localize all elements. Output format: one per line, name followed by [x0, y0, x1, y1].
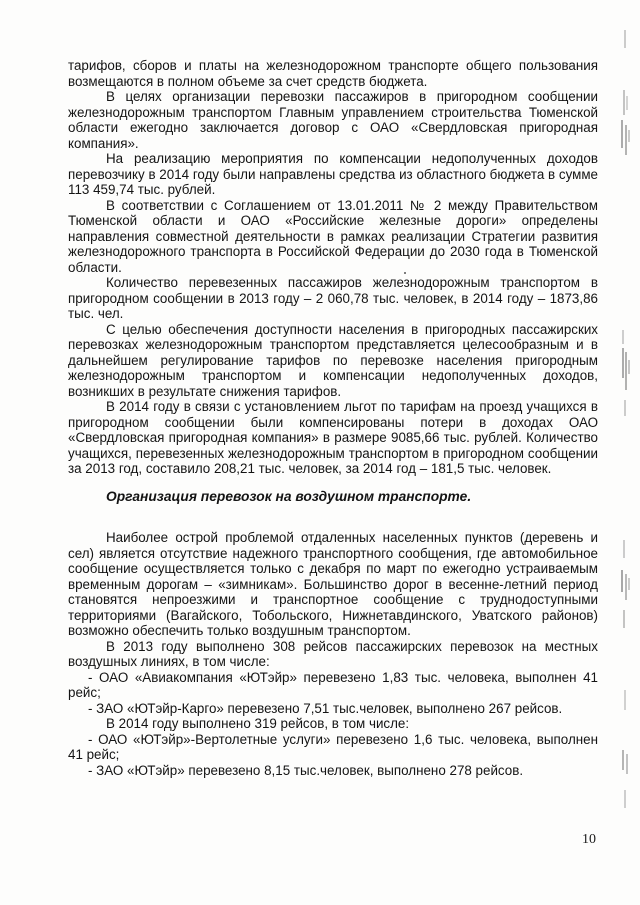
- paragraph-remote-settlements: Наиболее острой проблемой отдаленных населенных пунктов (деревень и сел) является отсутствие надежного транспортного сообщения, где автомобильное сообщение осуществляется только с декабря по март по ежегодно устраиваемым временным дорогам – «зимникам». Большинство дорог в весенне-летний период становятся непроезжими и транспортное сообщение с труднодоступными территориями (Вагайского, Тобольского, Нижнетавдинского, Уватского районов) возможно обеспечить только воздушным транспортом.: [68, 530, 598, 638]
- document-body: [68, 58, 598, 778]
- list-item-utair-cargo-2013: - ЗАО «ЮТэйр-Карго» перевезено 7,51 тыс.человек, выполнено 267 рейсов.: [88, 700, 563, 716]
- page-number: 10: [582, 832, 596, 847]
- list-item-utair-2014: - ЗАО «ЮТэйр» перевезено 8,15 тыс.человек, выполнено 278 рейсов.: [88, 762, 524, 778]
- scan-edge-artifact-top: [618, 30, 632, 170]
- paragraph-compensation-2014: На реализацию мероприятия по компенсации недополученных доходов перевозчику в 2014 году были направлены средства из областного бюджета в сумме 113 459,74 тыс. рублей.: [68, 151, 598, 197]
- section-heading-air-transport: Организация перевозок на воздушном транспорте.: [106, 488, 472, 504]
- scan-edge-artifact-middle: [618, 330, 632, 420]
- paragraph-students-benefits: В 2014 году в связи с установлением льгот по тарифам на проезд учащихся в пригородном сообщении были компенсированы потери в доходах ОАО «Свердловская пригородная компания» в размере 9085,66 тыс. рублей. Количество учащихся, перевезенных железнодорожным транспортом в пригородном сообщении за 2013 год, составило 208,21 тыс. человек, за 2014 год – 181,5 тыс. человек.: [68, 399, 598, 476]
- scan-edge-artifact-bottom: [618, 690, 632, 810]
- list-item-utair-helicopter-2014: - ОАО «ЮТэйр»-Вертолетные услуги» перевезено 1,6 тыс. человека, выполнен 41 рейс;: [68, 731, 598, 762]
- paragraph-flights-2014: В 2014 году выполнено 319 рейсов, в том числе:: [106, 716, 410, 731]
- paragraph-flights-2013: В 2013 году выполнено 308 рейсов пассажирских перевозок на местных воздушных линиях, в том числе:: [68, 638, 598, 669]
- paragraph-tariff-regulation: С целью обеспечения доступности населения в пригородных пассажирских перевозках железнодорожным транспортом представляется целесообразным и в дальнейшем регулирование тарифов по перевозке населения пригородным железнодорожным транспортом и компенсации недополученных доходов, возникших в результате снижения тарифов.: [68, 321, 598, 399]
- paragraph-passenger-count: Количество перевезенных пассажиров железнодорожным транспортом в пригородном сообщении в 2013 году – 2 060,78 тыс. человек, в 2014 году – 1873,86 тыс. чел.: [68, 275, 598, 321]
- paragraph-suburban-contract: В целях организации перевозки пассажиров в пригородном сообщении железнодорожным транспортом Главным управлением строительства Тюменской области ежегодно заключается договор с ОАО «Свердловская пригородная компания».: [68, 89, 598, 151]
- scan-speck: [404, 272, 406, 274]
- paragraph-rzd-agreement: В соответствии с Соглашением от 13.01.2011 № 2 между Правительством Тюменской области и ОАО «Российские железные дороги» определены направления совместной деятельности в рамках реализации Стратегии развития железнодорожного транспорта в Российской Федерации до 2030 года в Тюменской области.: [68, 197, 598, 275]
- list-item-utair-airline-2013: - ОАО «Авиакомпания «ЮТэйр» перевезено 1,83 тыс. человека, выполнен 41 рейс;: [68, 669, 598, 700]
- scan-edge-artifact-lower: [618, 540, 632, 630]
- paragraph-budget-compensation: тарифов, сборов и платы на железнодорожном транспорте общего пользования возмещаются в полном объеме за счет средств бюджета.: [68, 58, 598, 89]
